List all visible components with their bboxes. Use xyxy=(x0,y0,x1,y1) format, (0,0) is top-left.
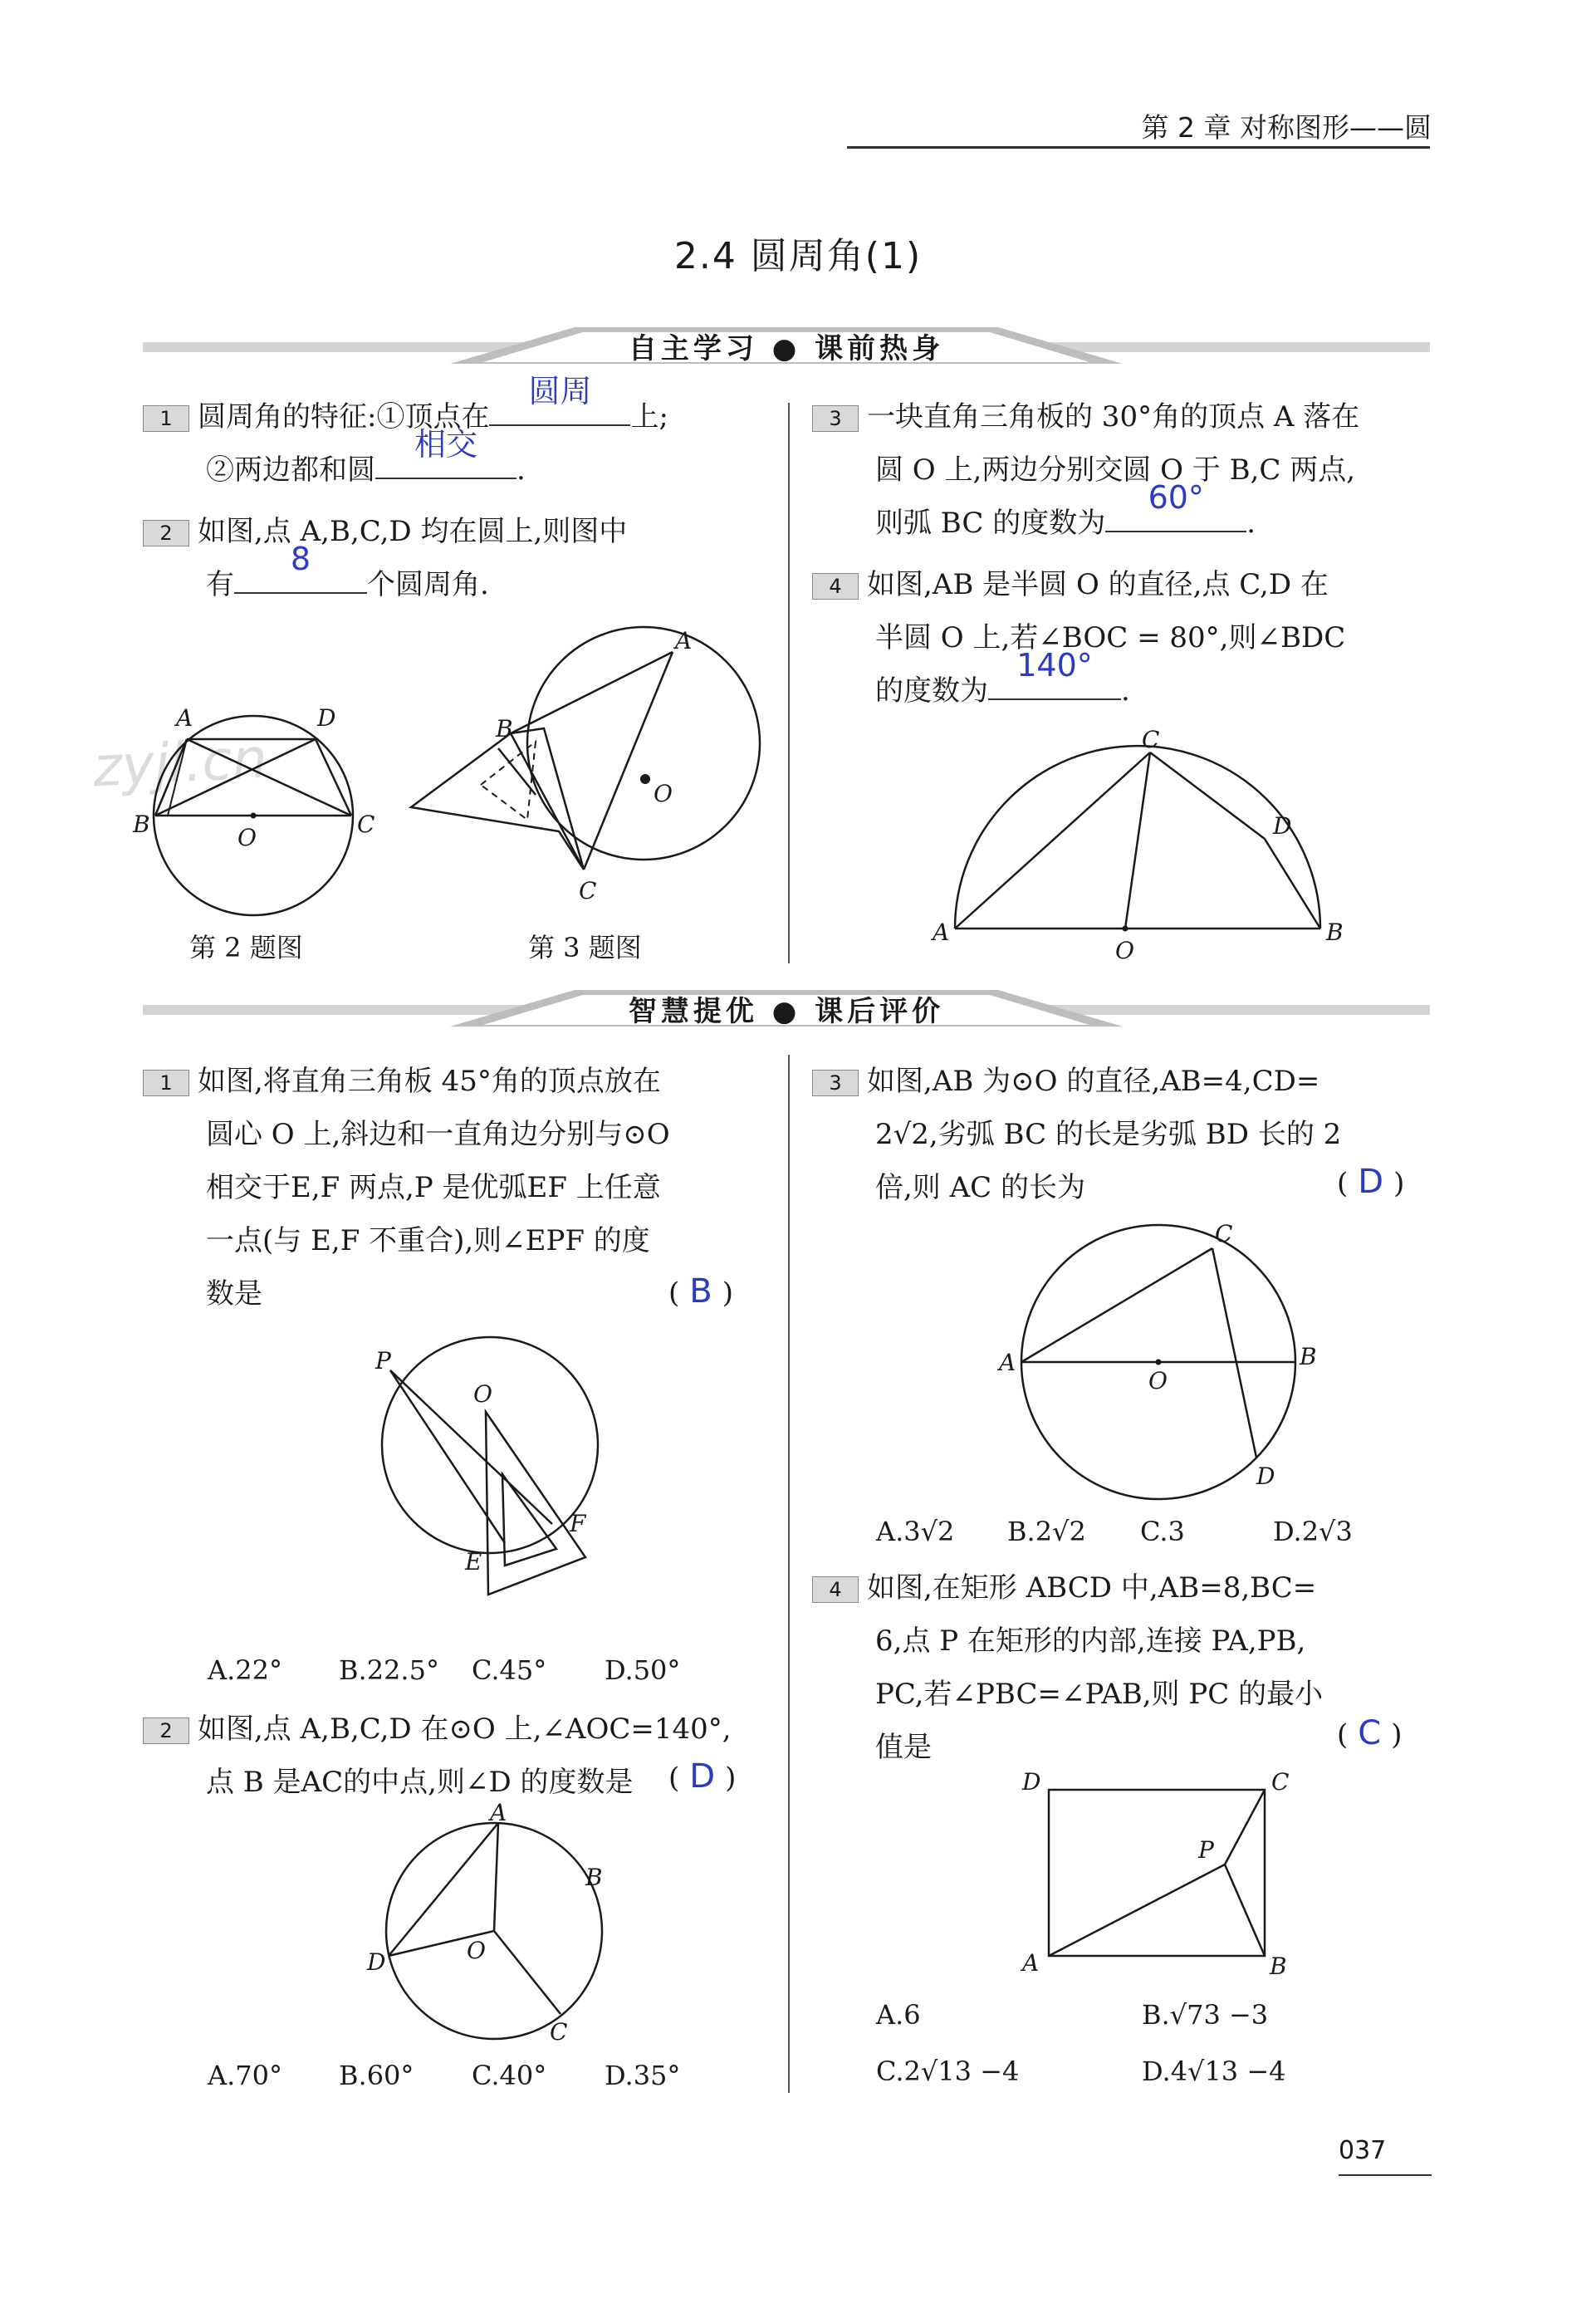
option-d[interactable]: D.50° xyxy=(605,1654,681,1686)
column-divider xyxy=(788,1055,790,2093)
section-band-prestudy xyxy=(143,324,1430,369)
figure-caption: 第 2 题图 xyxy=(189,932,303,963)
svg-text:A: A xyxy=(675,627,693,654)
svg-text:D: D xyxy=(1256,1463,1275,1490)
figure-p2-q2-circle xyxy=(365,1799,614,2051)
option-d[interactable]: D.35° xyxy=(605,2060,681,2091)
svg-text:A: A xyxy=(933,919,950,946)
svg-text:B: B xyxy=(1300,1343,1317,1370)
answer-blank xyxy=(988,647,1121,700)
question-number: 1 xyxy=(143,405,189,432)
svg-text:A: A xyxy=(999,1349,1016,1376)
option-b[interactable]: B.2√2 xyxy=(1007,1516,1086,1547)
handwritten-answer: 8 xyxy=(290,541,311,577)
question-1-prestudy: 1 圆周角的特征:①顶点在 圆周 上; ②两边都和圆 相交 . xyxy=(143,390,774,497)
option-b[interactable]: B.√73 −3 xyxy=(1142,1999,1269,2031)
handwritten-answer: 140° xyxy=(1016,647,1093,684)
option-b[interactable]: B.22.5° xyxy=(339,1654,439,1686)
svg-text:B: B xyxy=(1270,1953,1287,1980)
svg-text:O: O xyxy=(1115,937,1134,964)
options-row xyxy=(876,1516,1441,1547)
handwritten-answer: B xyxy=(689,1272,712,1311)
figure-p2-q1-circle-triangle xyxy=(365,1321,614,1661)
options-row xyxy=(208,2060,772,2091)
question-3-postclass: 3 如图,AB 为⊙O 的直径,AB=4,CD= 2√2,劣弧 BC 的长是劣弧 BD 长的 2 倍,则 AC 的长为 xyxy=(812,1055,1443,1214)
svg-text:D: D xyxy=(1273,812,1292,840)
question-number: 3 xyxy=(812,1070,859,1096)
option-a[interactable]: A.3√2 xyxy=(876,1516,955,1547)
choice-answer: ( B ) xyxy=(668,1272,733,1311)
question-number: 2 xyxy=(143,520,189,546)
svg-text:A: A xyxy=(176,704,193,732)
question-number: 1 xyxy=(143,1070,189,1096)
question-4-postclass: 4 如图,在矩形 ABCD 中,AB=8,BC= 6,点 P 在矩形的内部,连接 PA,PB, PC,若∠PBC=∠PAB,则 PC 的最小 值是 xyxy=(812,1561,1443,1774)
svg-text:B: B xyxy=(496,715,513,742)
option-d[interactable]: D.4√13 −4 xyxy=(1142,2056,1286,2087)
option-c[interactable]: C.3 xyxy=(1140,1516,1185,1547)
section-label: 智慧提优 ● 课后评价 xyxy=(628,995,945,1028)
figure-p2-q3-circle xyxy=(992,1217,1324,1516)
options-grid xyxy=(876,1987,1441,2100)
question-2-prestudy: 2 如图,点 A,B,C,D 均在圆上,则图中 有 8 个圆周角. xyxy=(143,505,774,611)
handwritten-answer: 60° xyxy=(1148,479,1204,516)
option-d[interactable]: D.2√3 xyxy=(1273,1516,1353,1547)
svg-text:D: D xyxy=(317,704,336,732)
handwritten-answer: C xyxy=(1358,1714,1382,1752)
svg-text:C: C xyxy=(1271,1768,1290,1796)
figure-p2-q4-rectangle xyxy=(1009,1765,1308,1981)
svg-text:C: C xyxy=(550,2018,568,2046)
svg-text:E: E xyxy=(465,1548,482,1575)
svg-text:B: B xyxy=(1326,919,1344,946)
svg-text:C: C xyxy=(579,877,597,904)
question-3-prestudy: 3 一块直角三角板的 30°角的顶点 A 落在 圆 O 上,两边分别交圆 O 于 B,C 两点, 则弧 BC 的度数为 60° . xyxy=(812,390,1443,550)
choice-answer: ( D ) xyxy=(668,1757,737,1796)
handwritten-answer: 圆周 xyxy=(528,373,592,409)
question-4-prestudy: 4 如图,AB 是半圆 O 的直径,点 C,D 在 半圆 O 上,若∠BOC = 80°,则∠BDC 的度数为 140° . xyxy=(812,558,1443,718)
question-number: 4 xyxy=(812,1576,859,1603)
question-1-postclass: 1 如图,将直角三角板 45°角的顶点放在 圆心 O 上,斜边和一直角边分别与⊙O 相交于E,F 两点,P 是优弧EF 上任意 一点(与 E,F 不重合),则∠EPF 的度 数是 xyxy=(143,1055,774,1321)
answer-blank xyxy=(1105,479,1246,532)
chapter-header: 第 2 章 对称图形——圆 xyxy=(1141,111,1432,144)
svg-text:C: C xyxy=(1142,726,1160,753)
svg-text:O: O xyxy=(473,1380,492,1408)
handwritten-answer: 相交 xyxy=(414,426,477,463)
section-band-postclass xyxy=(143,987,1430,1031)
svg-text:O: O xyxy=(1148,1367,1168,1394)
option-a[interactable]: A.6 xyxy=(876,1999,921,2031)
answer-blank xyxy=(375,426,516,479)
watermark: zyjl.cn xyxy=(91,726,269,800)
option-c[interactable]: C.45° xyxy=(472,1654,547,1686)
svg-text:D: D xyxy=(1022,1768,1041,1796)
column-divider xyxy=(788,403,790,963)
option-c[interactable]: C.2√13 −4 xyxy=(876,2056,1020,2087)
svg-text:P: P xyxy=(1198,1836,1214,1864)
svg-text:O: O xyxy=(467,1937,486,1964)
svg-text:C: C xyxy=(1215,1220,1233,1247)
svg-text:B: B xyxy=(585,1864,603,1891)
svg-text:O: O xyxy=(654,780,673,807)
svg-text:A: A xyxy=(1022,1949,1040,1977)
choice-answer: ( C ) xyxy=(1337,1714,1403,1752)
figure-q4-semicircle xyxy=(926,723,1344,964)
handwritten-answer: D xyxy=(689,1757,716,1796)
svg-text:C: C xyxy=(357,811,375,838)
figure-q2-circle xyxy=(125,698,390,930)
handwritten-answer: D xyxy=(1358,1163,1384,1201)
option-c[interactable]: C.40° xyxy=(472,2060,547,2091)
question-number: 4 xyxy=(812,573,859,600)
options-row xyxy=(208,1654,772,1686)
question-number: 2 xyxy=(143,1718,189,1744)
option-a[interactable]: A.70° xyxy=(208,2060,282,2091)
option-a[interactable]: A.22° xyxy=(208,1654,282,1686)
svg-text:O: O xyxy=(237,824,257,851)
choice-answer: ( D ) xyxy=(1337,1163,1405,1201)
option-b[interactable]: B.60° xyxy=(339,2060,414,2091)
page-number: 037 xyxy=(1339,2136,1387,2165)
svg-text:D: D xyxy=(367,1948,386,1976)
figure-q3-triangle-circle xyxy=(403,627,785,918)
svg-text:P: P xyxy=(375,1347,391,1375)
answer-blank xyxy=(234,541,367,594)
question-2-postclass: 2 如图,点 A,B,C,D 在⊙O 上,∠AOC=140°, 点 B 是AC的中点,则∠D 的度数是 xyxy=(143,1703,774,1809)
page-title: 2.4 圆周角(1) xyxy=(673,235,923,277)
svg-text:A: A xyxy=(490,1799,507,1826)
svg-text:B: B xyxy=(133,811,150,838)
figure-caption: 第 3 题图 xyxy=(528,932,642,963)
section-label: 自主学习 ● 课前热身 xyxy=(628,332,945,365)
page-number-rule xyxy=(1339,2174,1432,2176)
svg-text:F: F xyxy=(570,1510,586,1537)
header-rule xyxy=(847,146,1430,149)
question-number: 3 xyxy=(812,405,859,432)
